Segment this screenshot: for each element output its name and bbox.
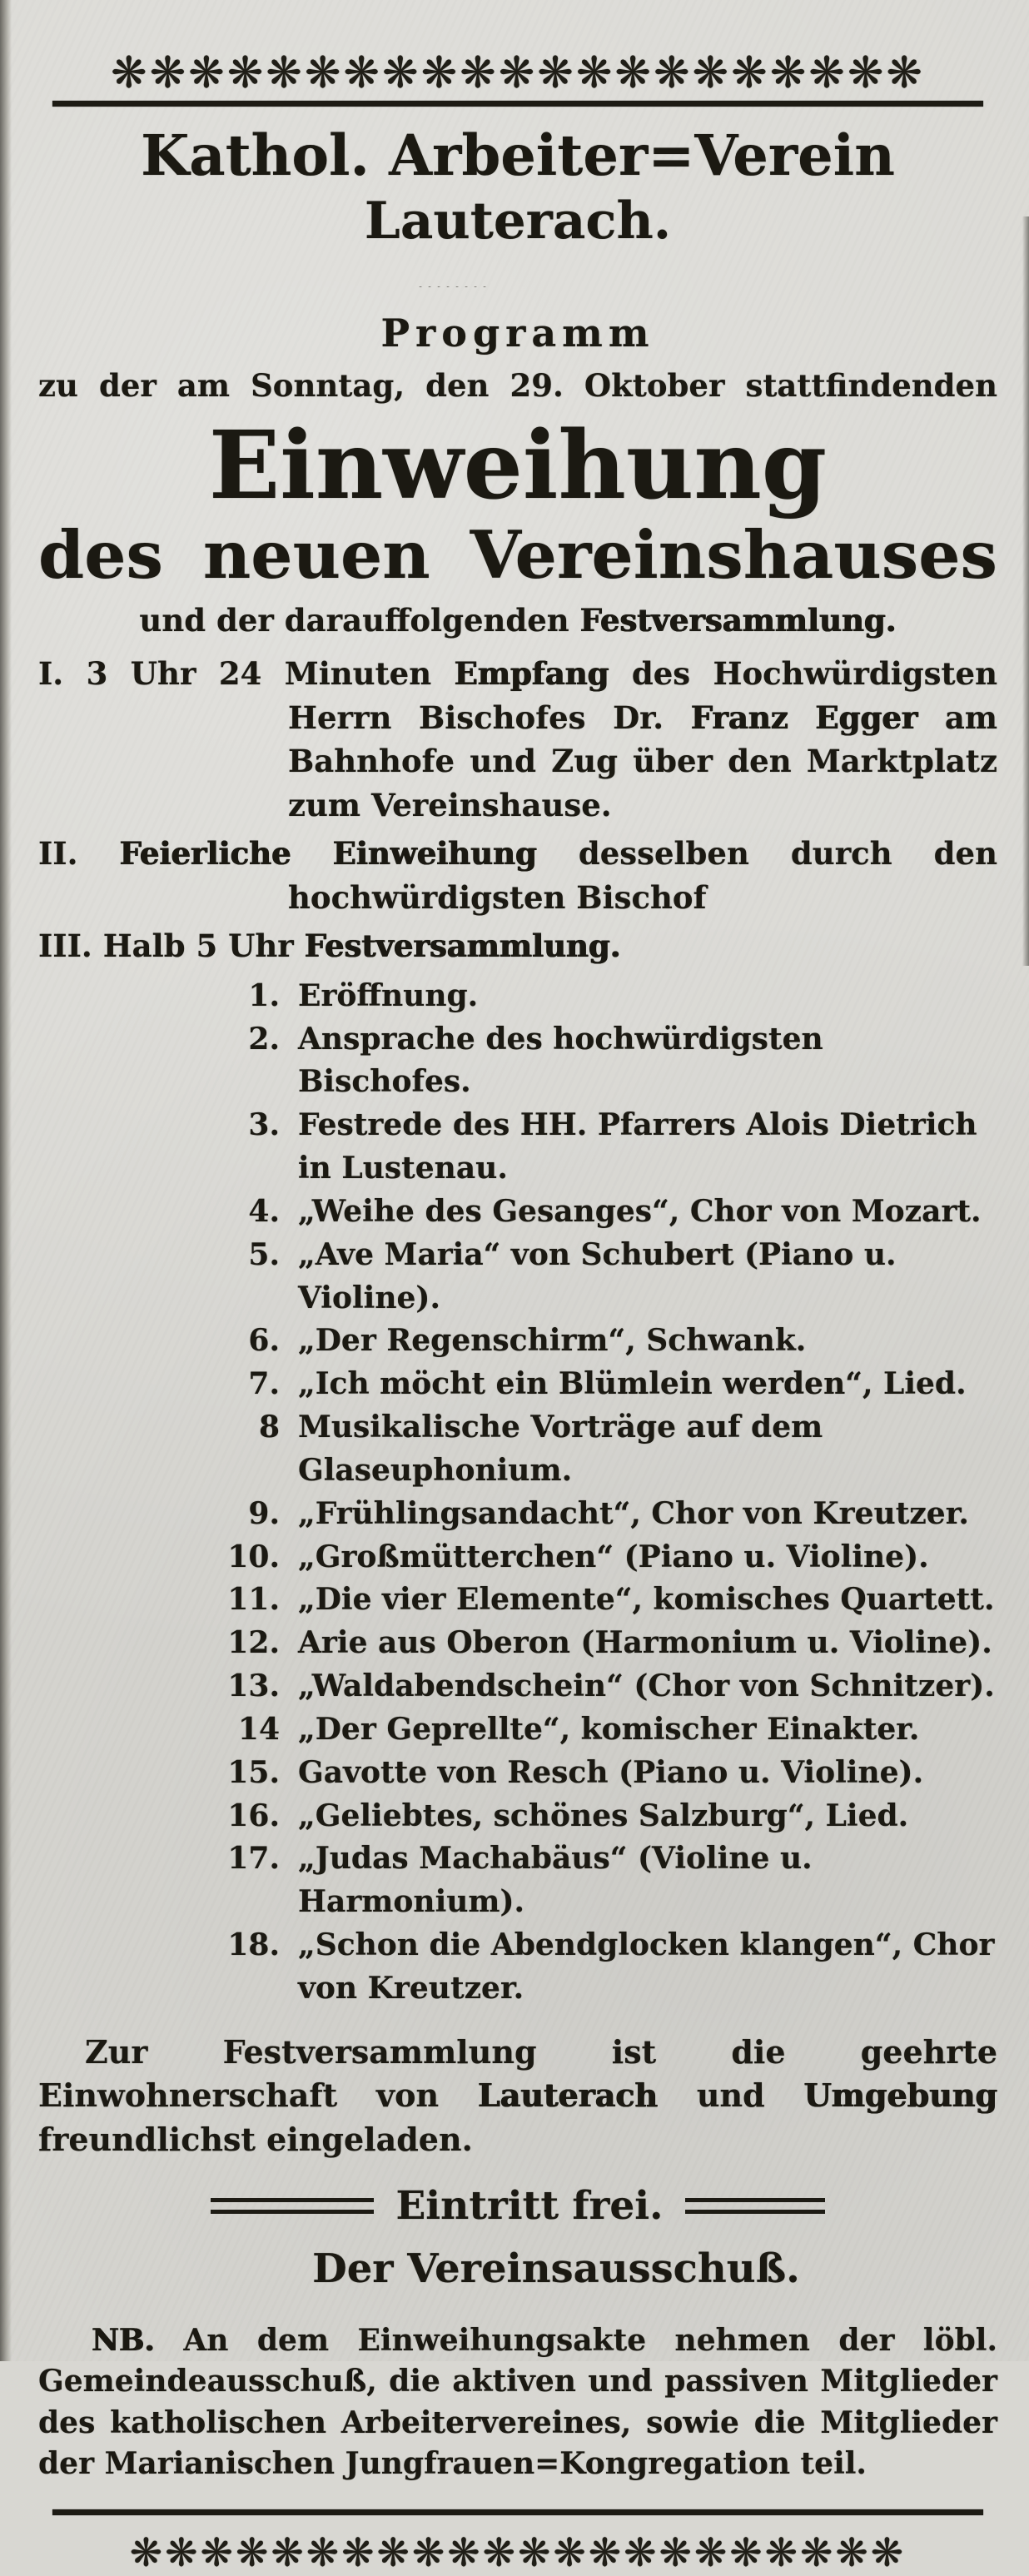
item-number: 12.	[227, 1625, 280, 1661]
item-number: 14	[237, 1711, 280, 1747]
closing-text: und	[658, 2076, 804, 2115]
item-number: 15.	[227, 1754, 280, 1790]
program-item	[38, 1622, 997, 1665]
item-number: 11.	[227, 1582, 280, 1618]
agenda-numeral: I.	[38, 655, 64, 693]
item-number: 3.	[248, 1107, 280, 1143]
closing-text: Zur Festversammlung ist die geehrte Einwohnerschaft von	[38, 2032, 997, 2115]
program-heading: Programm	[380, 310, 655, 356]
item-text: Festrede des HH. Pfarrers Alois Dietrich in Lustenau.	[298, 1107, 977, 1186]
agenda-text: am Bahnhofe und Zug über den Marktplatz zum Vereinshause.	[288, 699, 997, 823]
program-items-list	[38, 975, 997, 2011]
program-item	[38, 1665, 997, 1708]
agenda-item-3	[38, 924, 997, 968]
item-text: „Schon die Abendglocken klangen“, Chor von Kreutzer.	[298, 1927, 995, 2006]
program-item	[38, 1320, 997, 1363]
item-text: „Ich möcht ein Blümlein werden“, Lied.	[298, 1366, 967, 1402]
item-text: „Judas Machabäus“ (Violine u. Harmonium).	[298, 1841, 813, 1920]
program-item	[38, 1493, 997, 1536]
ornament-border-bottom: ❋❋❋❋❋❋❋❋❋❋❋❋❋❋❋❋❋❋❋❋❋❋	[129, 2530, 907, 2576]
agenda-item-1	[38, 652, 997, 827]
main-title-vereinshaus: des neuen Vereinshauses	[38, 516, 997, 594]
item-text: „Weihe des Gesanges“, Chor von Mozart.	[298, 1193, 982, 1229]
double-rule-left	[211, 2198, 374, 2214]
association-location: Lauterach.	[364, 191, 672, 251]
item-text: „Großmütterchen“ (Piano u. Violine).	[298, 1539, 929, 1574]
item-text: „Frühlingsandacht“, Chor von Kreutzer.	[298, 1495, 969, 1531]
signature-committee: Der Vereinsausschuß.	[312, 2245, 800, 2293]
program-item	[38, 1924, 997, 2011]
nb-label: NB.	[92, 2323, 155, 2359]
program-item	[38, 1234, 997, 1320]
closing-emphasis-umgebung: Umgebung	[803, 2076, 997, 2115]
scan-edge-right	[1022, 216, 1029, 966]
item-number: 5.	[248, 1236, 280, 1272]
scan-edge-left	[0, 0, 12, 2361]
item-number: 7.	[248, 1366, 280, 1402]
closing-emphasis-lauterach: Lauterach	[477, 2076, 659, 2115]
item-number: 16.	[227, 1798, 280, 1833]
bottom-rule	[52, 2509, 983, 2515]
nb-text: An dem Einweihungsakte nehmen der löbl. Gemeindeausschuß, die aktiven und passiven Mitglieder des katholischen Arbeitervereines, sowie die Mitglieder der Marianischen Jungfrauen=Kongregation teil.	[38, 2323, 997, 2481]
item-number: 2.	[248, 1021, 280, 1057]
agenda-text: desselben durch den hochwürdigsten Bischof	[288, 835, 997, 916]
agenda-numeral: III.	[38, 927, 92, 965]
item-text: Arie aus Oberon (Harmonium u. Violine).	[298, 1625, 992, 1661]
agenda-numeral: II.	[38, 835, 78, 873]
program-item	[38, 1406, 997, 1493]
agenda-emphasis: Festversammlung.	[304, 927, 621, 965]
item-text: Musikalische Vorträge auf dem Glaseuphonium.	[298, 1410, 823, 1488]
program-item	[38, 1018, 997, 1105]
agenda-section	[38, 652, 997, 968]
program-item	[38, 1104, 997, 1191]
item-number: 8	[258, 1410, 280, 1445]
item-number: 13.	[227, 1668, 280, 1704]
item-number: 10.	[227, 1539, 280, 1574]
item-text: Gavotte von Resch (Piano u. Violine).	[298, 1754, 924, 1790]
subtitle-line	[38, 602, 997, 639]
agenda-text: 3 Uhr 24 Minuten	[86, 655, 455, 693]
subtitle-pre: und der darauffolgenden	[139, 602, 580, 639]
item-text: Eröffnung.	[298, 977, 479, 1013]
agenda-emphasis: Franz Egger	[690, 699, 918, 736]
subtitle-emphasis: Festversammlung.	[579, 602, 897, 639]
item-text: „Der Geprellte“, komischer Einakter.	[298, 1711, 920, 1747]
agenda-text: Halb 5 Uhr	[102, 927, 305, 965]
item-number: 6.	[248, 1323, 280, 1359]
item-text: „Waldabendschein“ (Chor von Schnitzer).	[298, 1668, 995, 1704]
item-number: 4.	[248, 1193, 280, 1229]
item-number: 1.	[248, 977, 280, 1013]
program-item	[38, 1795, 997, 1838]
program-item	[38, 1708, 997, 1752]
item-number: 17.	[227, 1841, 280, 1877]
program-item	[38, 1191, 997, 1234]
agenda-text: des Hochwürdigsten Herrn Bischofes Dr.	[288, 655, 997, 736]
double-rule-right	[685, 2198, 825, 2214]
occasion-line: zu der am Sonntag, den 29. Oktober stattfindenden	[38, 366, 997, 404]
admission-banner	[38, 2183, 997, 2229]
program-item	[38, 1363, 997, 1406]
item-text: „Ave Maria“ von Schubert (Piano u. Violine).	[298, 1236, 897, 1315]
ornament-border-top: ❋❋❋❋❋❋❋❋❋❋❋❋❋❋❋❋❋❋❋❋❋	[111, 48, 925, 98]
item-text: „Geliebtes, schönes Salzburg“, Lied.	[298, 1798, 909, 1833]
program-item	[38, 1579, 997, 1622]
agenda-item-2	[38, 832, 997, 919]
item-text: „Die vier Elemente“, komisches Quartett.	[298, 1582, 995, 1618]
program-item	[38, 975, 997, 1018]
main-title-einweihung: Einweihung	[208, 410, 828, 520]
wavy-divider	[414, 277, 622, 287]
closing-invitation	[38, 2031, 997, 2161]
program-item	[38, 1838, 997, 1924]
item-text: Ansprache des hochwürdigsten Bischofes.	[298, 1021, 823, 1100]
item-text: „Der Regenschirm“, Schwank.	[298, 1323, 807, 1359]
agenda-emphasis: Empfang	[454, 655, 609, 693]
program-item	[38, 1752, 997, 1795]
admission-free-text: Eintritt frei.	[395, 2183, 664, 2230]
agenda-emphasis: Feierliche Einweihung	[119, 835, 537, 873]
top-rule	[52, 101, 983, 107]
nota-bene	[38, 2320, 997, 2484]
item-number: 18.	[227, 1927, 280, 1963]
item-number: 9.	[248, 1495, 280, 1531]
closing-text: freundlichst eingeladen.	[38, 2120, 473, 2158]
association-title: Kathol. Arbeiter=Verein	[141, 122, 895, 188]
program-item	[38, 1536, 997, 1579]
